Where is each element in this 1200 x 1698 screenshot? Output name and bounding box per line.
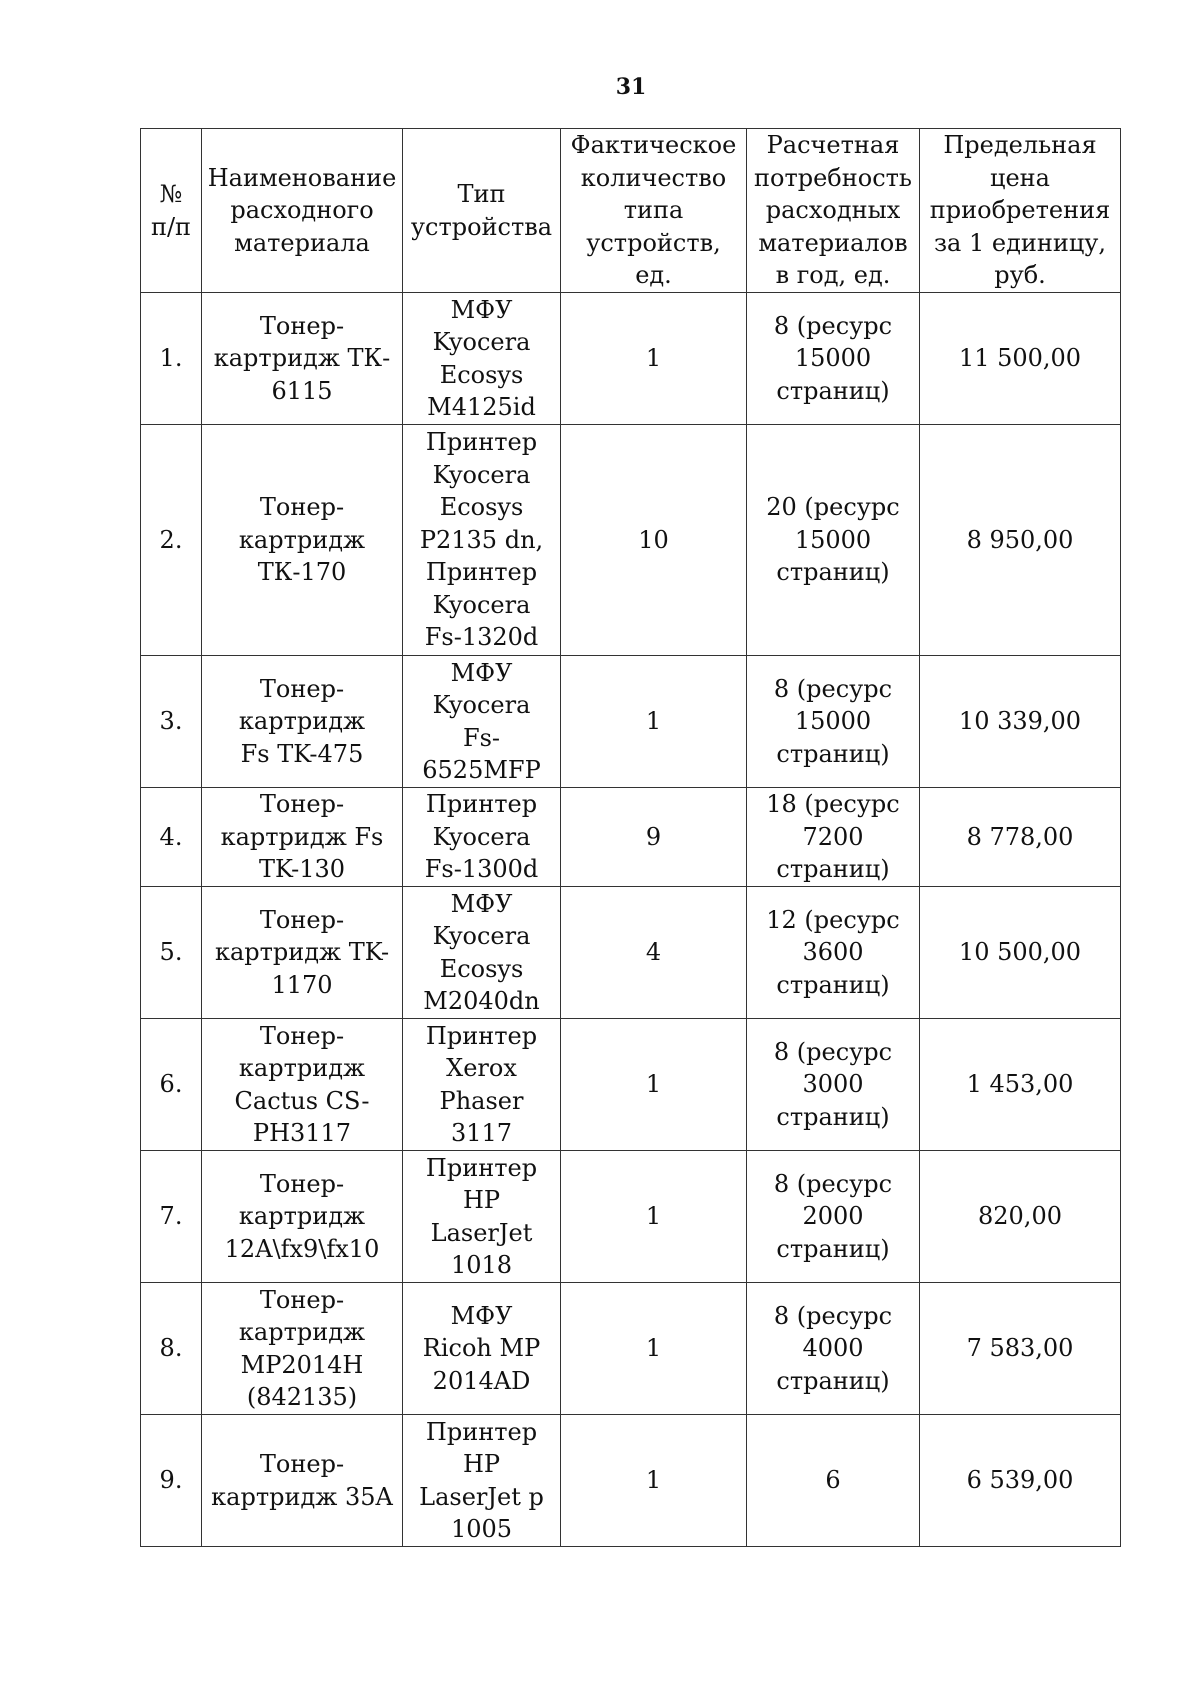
annual-need: 8 (ресурс 15000 страниц) bbox=[747, 656, 920, 788]
max-price: 6 539,00 bbox=[920, 1415, 1121, 1547]
header-device-count: Фактическое количество типа устройств, ед. bbox=[561, 129, 747, 293]
header-row bbox=[141, 129, 1121, 293]
row-number: 5. bbox=[141, 887, 202, 1019]
annual-need: 8 (ресурс 2000 страниц) bbox=[747, 1151, 920, 1283]
device-count: 4 bbox=[561, 887, 747, 1019]
material-name: Тонер- картридж TK- 1170 bbox=[202, 887, 403, 1019]
table-row bbox=[141, 788, 1121, 887]
row-number: 3. bbox=[141, 656, 202, 788]
row-number: 6. bbox=[141, 1019, 202, 1151]
table-row bbox=[141, 1019, 1121, 1151]
max-price: 11 500,00 bbox=[920, 293, 1121, 425]
table-row bbox=[141, 887, 1121, 1019]
table-row bbox=[141, 656, 1121, 788]
device-count: 1 bbox=[561, 1019, 747, 1151]
annual-need: 8 (ресурс 15000 страниц) bbox=[747, 293, 920, 425]
material-name: Тонер- картридж Fs TK-130 bbox=[202, 788, 403, 887]
device-count: 1 bbox=[561, 656, 747, 788]
device-type: Принтер Kyocera Ecosys P2135 dn, Принтер Kyocera Fs-1320d bbox=[403, 425, 561, 656]
row-number: 9. bbox=[141, 1415, 202, 1547]
material-name: Тонер- картридж Fs TK-475 bbox=[202, 656, 403, 788]
annual-need: 8 (ресурс 4000 страниц) bbox=[747, 1283, 920, 1415]
device-count: 1 bbox=[561, 1415, 747, 1547]
row-number: 4. bbox=[141, 788, 202, 887]
device-count: 1 bbox=[561, 1151, 747, 1283]
max-price: 8 778,00 bbox=[920, 788, 1121, 887]
max-price: 10 500,00 bbox=[920, 887, 1121, 1019]
device-count: 10 bbox=[561, 425, 747, 656]
max-price: 7 583,00 bbox=[920, 1283, 1121, 1415]
header-material-name: Наименование расходного материала bbox=[202, 129, 403, 293]
material-name: Тонер- картридж 35A bbox=[202, 1415, 403, 1547]
device-count: 9 bbox=[561, 788, 747, 887]
device-count: 1 bbox=[561, 293, 747, 425]
device-type: МФУ Kyocera Ecosys M4125id bbox=[403, 293, 561, 425]
header-max-price: Предельная цена приобретения за 1 единицу, руб. bbox=[920, 129, 1121, 293]
material-name: Тонер- картридж ТК- 6115 bbox=[202, 293, 403, 425]
header-annual-need: Расчетная потребность расходных материалов в год, ед. bbox=[747, 129, 920, 293]
row-number: 7. bbox=[141, 1151, 202, 1283]
annual-need: 20 (ресурс 15000 страниц) bbox=[747, 425, 920, 656]
device-type: Принтер Xerox Phaser 3117 bbox=[403, 1019, 561, 1151]
device-count: 1 bbox=[561, 1283, 747, 1415]
annual-need: 6 bbox=[747, 1415, 920, 1547]
annual-need: 8 (ресурс 3000 страниц) bbox=[747, 1019, 920, 1151]
table-row bbox=[141, 1283, 1121, 1415]
row-number: 8. bbox=[141, 1283, 202, 1415]
material-name: Тонер- картридж 12A\fx9\fx10 bbox=[202, 1151, 403, 1283]
table-row bbox=[141, 293, 1121, 425]
header-device-type: Тип устройства bbox=[403, 129, 561, 293]
annual-need: 12 (ресурс 3600 страниц) bbox=[747, 887, 920, 1019]
annual-need: 18 (ресурс 7200 страниц) bbox=[747, 788, 920, 887]
table-row bbox=[141, 1415, 1121, 1547]
device-type: Принтер Kyocera Fs-1300d bbox=[403, 788, 561, 887]
row-number: 1. bbox=[141, 293, 202, 425]
consumables-table bbox=[140, 128, 1121, 1547]
device-type: МФУ Ricoh MP 2014AD bbox=[403, 1283, 561, 1415]
material-name: Тонер- картридж ТК-170 bbox=[202, 425, 403, 656]
table-row bbox=[141, 1151, 1121, 1283]
max-price: 1 453,00 bbox=[920, 1019, 1121, 1151]
device-type: МФУ Kyocera Ecosys M2040dn bbox=[403, 887, 561, 1019]
row-number: 2. bbox=[141, 425, 202, 656]
page-number: 31 bbox=[615, 74, 647, 100]
max-price: 10 339,00 bbox=[920, 656, 1121, 788]
device-type: Принтер HP LaserJet p 1005 bbox=[403, 1415, 561, 1547]
header-number: № п/п bbox=[141, 129, 202, 293]
material-name: Тонер- картридж Cactus CS- PH3117 bbox=[202, 1019, 403, 1151]
table-row bbox=[141, 425, 1121, 656]
material-name: Тонер- картридж MP2014H (842135) bbox=[202, 1283, 403, 1415]
device-type: МФУ Kyocera Fs- 6525MFP bbox=[403, 656, 561, 788]
max-price: 820,00 bbox=[920, 1151, 1121, 1283]
max-price: 8 950,00 bbox=[920, 425, 1121, 656]
device-type: Принтер HP LaserJet 1018 bbox=[403, 1151, 561, 1283]
